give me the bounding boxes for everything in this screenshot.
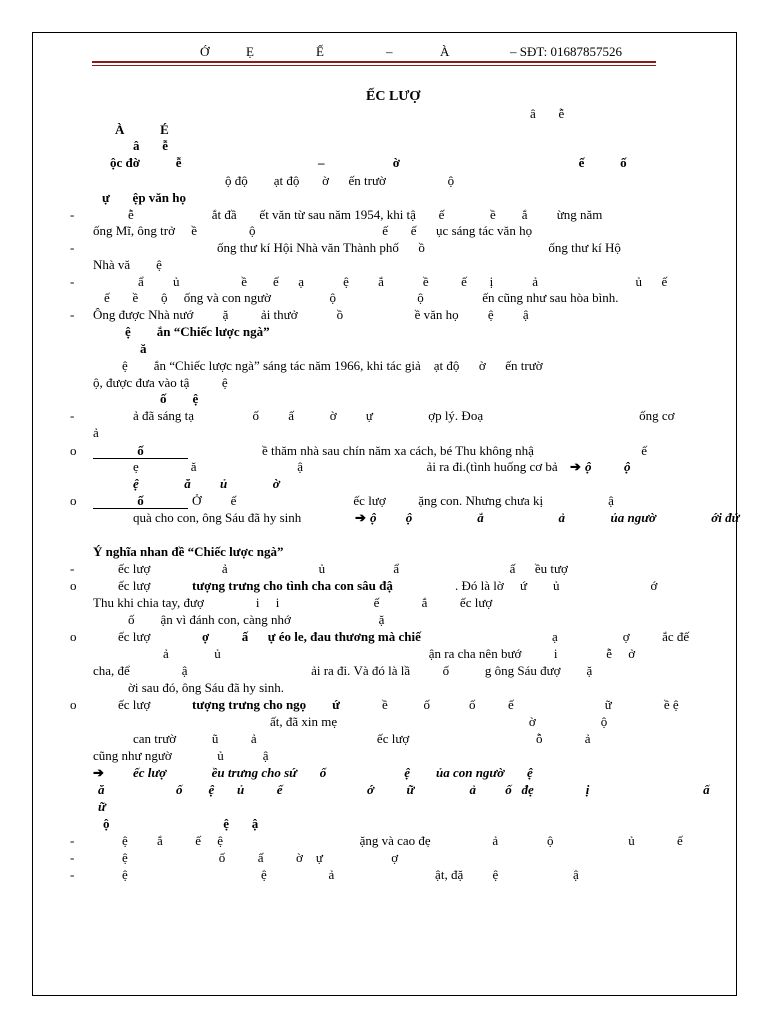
bullet-dash: - bbox=[70, 850, 75, 865]
header-rule-top bbox=[92, 61, 656, 63]
lines-28: . Đó là lờ ứ ủ ớ bbox=[455, 578, 658, 593]
page-title: ẾC LƯỢ bbox=[366, 89, 421, 104]
lines-34: cha, để ậ ải ra đi. Và đó là lầ ố g ông Sáu đượ ặ bbox=[93, 663, 593, 678]
lines-47: ệ ệ ả ật, đặ ệ ậ bbox=[122, 867, 579, 882]
lines-39: can trườ ũ ả ếc lượ ỗ ả bbox=[133, 731, 591, 746]
lines-42: ă ố ệ ủ ế ớ ữ ả ố đẹ ị ấ bbox=[98, 782, 710, 797]
lines-7: ống Mĩ, ông trở ề ộ ế ế ục sáng tác văn họ bbox=[93, 223, 533, 238]
lines-37: ề ố ố ế ữ ề ệ bbox=[382, 697, 679, 712]
lines-1: À É bbox=[115, 122, 169, 137]
lines-24: quà cho con, ông Sáu đã hy sinh bbox=[133, 510, 302, 525]
lines-30: ố ận vì đánh con, càng nhớ ặ bbox=[128, 612, 385, 627]
bullet-dash: - bbox=[70, 274, 75, 289]
lines-29: Thu khi chia tay, đượ i i ế ắ ếc lượ bbox=[93, 595, 493, 610]
lines-3: ộc đờ ễ – ờ ế ố bbox=[110, 155, 627, 170]
header-rule-bottom bbox=[92, 65, 656, 66]
lines-14: ă bbox=[140, 341, 147, 356]
header-seg5: À bbox=[440, 44, 450, 59]
bullet-dash: - bbox=[70, 408, 75, 423]
lines-0: â ễ bbox=[530, 106, 565, 121]
header-seg4: – bbox=[386, 44, 393, 59]
lines-13: ệ ắn “Chiếc lược ngà” bbox=[125, 324, 270, 339]
arrow-icon: ➔ bbox=[570, 459, 581, 474]
lines-11: ế ề ộ ống và con ngườ ộ ộ ến cũng như sau hòa bình. bbox=[104, 290, 619, 305]
lines-20: ề thăm nhà sau chín năm xa cách, bé Thu không nhậ ế bbox=[262, 443, 647, 458]
lines-17: ố ệ bbox=[160, 391, 199, 406]
bullet-dash: - bbox=[70, 240, 75, 255]
lines-4: ộ độ ạt độ ờ ến trườ ộ bbox=[225, 173, 455, 188]
lines-15: ệ ắn “Chiếc lược ngà” sáng tác năm 1966, khi tác giả ạt độ ờ ến trườ bbox=[122, 358, 543, 373]
lines-10: ẩ ủ ề ế ạ ệ ắ ề ế ị ả ủ ế bbox=[138, 274, 668, 289]
lines-2: â ễ bbox=[133, 138, 169, 153]
bullet-dash: - bbox=[70, 867, 75, 882]
lines-43: ữ bbox=[98, 799, 106, 814]
header-seg1: Ớ bbox=[200, 44, 210, 59]
lines-12: Ông được Nhà nướ ặ ải thưở ồ ề văn họ ệ ậ bbox=[93, 307, 529, 322]
bullet-dash: - bbox=[70, 833, 75, 848]
lines-9: Nhà vă ệ bbox=[93, 257, 162, 272]
arrow-icon: ➔ bbox=[93, 765, 104, 780]
bullet-circle: o bbox=[70, 629, 77, 644]
header-phone: – SĐT: 01687857526 bbox=[510, 44, 623, 59]
arrowTexts-1: ộ ộ ắ ả ủa ngườ ới đứ bbox=[370, 510, 740, 525]
bullet-circle: o bbox=[70, 578, 77, 593]
underline-word-1: ố bbox=[93, 493, 188, 509]
arrow-icon: ➔ bbox=[355, 510, 366, 525]
lines-41: ếc lượ ều trưng cho sứ ố ệ ủa con ngườ ệ bbox=[133, 765, 533, 780]
arrowTexts-0: ộ ộ bbox=[585, 459, 631, 474]
lines-8: ống thư kí Hội Nhà văn Thành phố ồ ống thư kí Hộ bbox=[217, 240, 621, 255]
lines-27: ếc lượ bbox=[118, 578, 151, 593]
boldInline-0: tượng trưng cho tình cha con sâu đậ bbox=[192, 578, 393, 593]
bullet-dash: - bbox=[70, 207, 75, 222]
lines-45: ệ ắ ế ệ ặng và cao đẹ ả ộ ủ ế bbox=[122, 833, 683, 848]
bullet-dash: - bbox=[70, 307, 75, 322]
lines-32: ạ ợ ắc đế bbox=[552, 629, 690, 644]
lines-19: ả bbox=[93, 425, 99, 440]
header-seg3: Ế bbox=[316, 44, 324, 59]
header-seg2: Ẹ bbox=[246, 44, 254, 59]
lines-33: ả ủ ận ra cha nên bướ i ễ ở bbox=[163, 646, 636, 661]
lines-35: ời sau đó, ông Sáu đã hy sinh. bbox=[128, 680, 285, 695]
boldInline-1: ợ ấ ự éo le, đau thương mà chiế bbox=[202, 629, 421, 644]
lines-18: ả đã sáng tạ ố ấ ờ ự ợp lý. Đoạ ống cơ bbox=[133, 408, 675, 423]
lines-36: ếc lượ bbox=[118, 697, 151, 712]
lines-46: ệ ố ấ ờ ự ợ bbox=[122, 850, 399, 865]
lines-25: Ý nghĩa nhan đề “Chiếc lược ngà” bbox=[93, 544, 284, 559]
lines-44: ộ ệ ậ bbox=[103, 816, 259, 831]
lines-40: cũng như ngườ ủ ậ bbox=[93, 748, 269, 763]
lines-21: ẹ ă ậ ải ra đi.(tình huống cơ bả bbox=[133, 459, 558, 474]
lines-38: ất, đã xin mẹ ờ ộ bbox=[270, 714, 608, 729]
lines-26: ếc lượ ả ủ ẩ ấ ều tượ bbox=[118, 561, 568, 576]
bullet-circle: o bbox=[70, 697, 77, 712]
lines-31: ếc lượ bbox=[118, 629, 151, 644]
lines-23: Ở ế ếc lượ ặng con. Nhưng chưa kị ậ bbox=[192, 493, 614, 508]
lines-16: ộ, được đưa vào tậ ệ bbox=[93, 375, 228, 390]
bullet-circle: o bbox=[70, 443, 77, 458]
lines-5: ự ệp văn họ bbox=[102, 190, 187, 205]
bullet-dash: - bbox=[70, 561, 75, 576]
boldInline-2: tượng trưng cho ngọ ứ bbox=[192, 697, 340, 712]
bullet-circle: o bbox=[70, 493, 77, 508]
underline-word-0: ố bbox=[93, 443, 188, 459]
lines-22: ệ ă ủ ờ bbox=[133, 476, 280, 491]
lines-6: ễ ắt đầ ết văn từ sau năm 1954, khi tậ ế ề ắ ừng năm bbox=[128, 207, 603, 222]
